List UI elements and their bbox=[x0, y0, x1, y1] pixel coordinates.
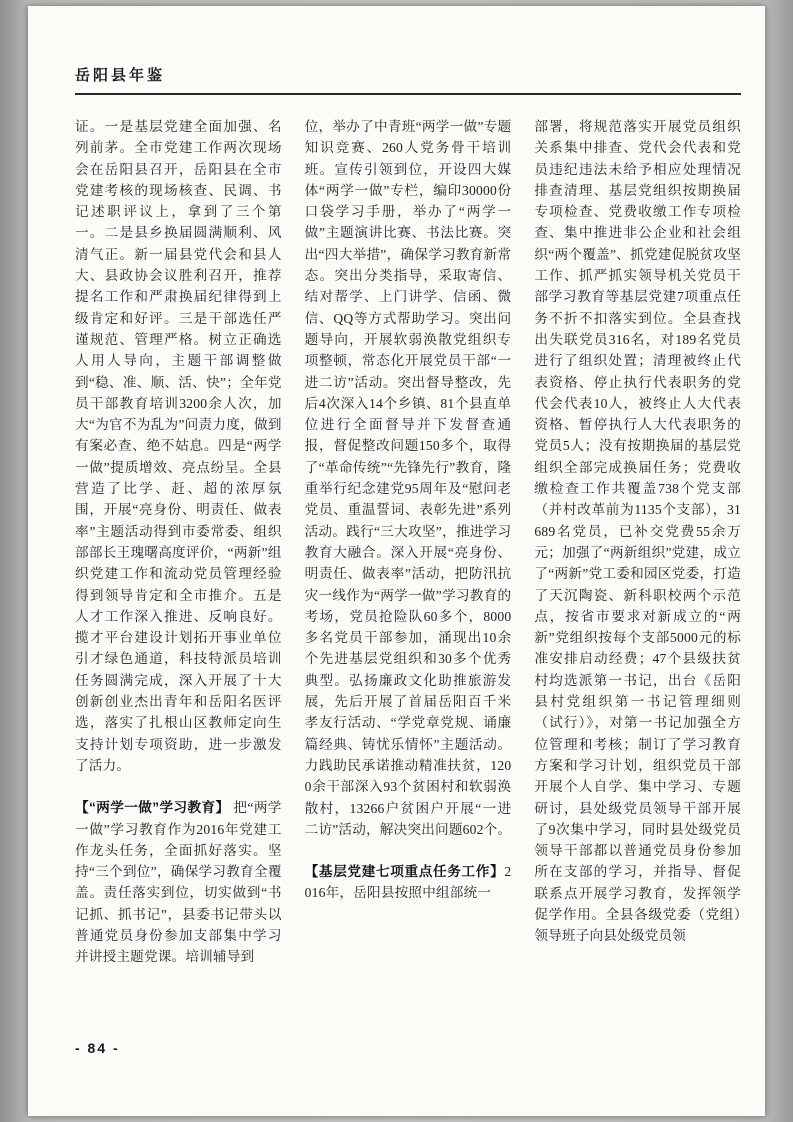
page-header-title: 岳阳县年鉴 bbox=[75, 67, 166, 84]
body-paragraph: 部署，将规范落实开展党员组织关系集中排查、党代会代表和党员违纪违法未给予相应处理情况排查清理、基层党组织按期换届专项检查、党费收缴工作专项检查、集中推进非公企业和社会组织“两个覆盖”、抓党建促脱贫攻坚工作、抓严抓实领导机关党员干部学习教育等基层党建7项重点任务不折不扣落实到位。全县查找出失联党员316名，对189名党员进行了组织处置；清理被终止代表资格、停止执行代表职务的党代会代表10人，被终止人大代表资格、暂停执行人大代表职务的党员5人；没有按期换届的基层党组织全部完成换届任务；党费收缴检查工作共覆盖738个党支部（并村改革前为1135个支部），31689名党员，已补交党费55余万元；加强了“两新组织”党建，成立了“两新”党工委和园区党委，打造了天沉陶瓷、新科职校两个示范点，按省市要求对新成立的“两新”党组织按每个支部5000元的标准安排启动经费；47个县级扶贫村均选派第一书记，出台《岳阳县村党组织第一书记管理细则（试行）》，对第一书记加强全方位管理和考核；制订了学习教育方案和学习计划，组织党员干部开展个人自学、集中学习、专题研讨，县处级党员领导干部开展了9次集中学习，同时县处级党员领导干部都以普通党员身份参加所在支部的学习，并指导、督促联系点开展学习教育，发挥领学促学作用。全县各级党委（党组）领导班子向县处级党员领 bbox=[534, 119, 741, 944]
page-number: - 84 - bbox=[75, 1040, 120, 1056]
entry-text: 把“两学一做”学习教育作为2016年党建工作龙头任务，全面抓好落实。坚持“三个到位”，确保学习教育全覆盖。责任落实到位，切实做到“书记抓、抓书记”，县委书记带头以普通党员身份参加支部集中学习并讲授主题党课。培训辅导到 bbox=[75, 800, 282, 965]
entry-text: 2016年，岳阳县按照中组部统一 bbox=[304, 864, 512, 901]
entry-paragraph bbox=[75, 797, 282, 967]
header-rule bbox=[75, 93, 741, 95]
column-3 bbox=[534, 116, 741, 1038]
text-columns bbox=[75, 116, 741, 1038]
entry-heading: 【基层党建七项重点任务工作】 bbox=[304, 864, 505, 880]
running-header bbox=[75, 64, 741, 95]
body-paragraph: 证。一是基层党建全面加强、名列前茅。全市党建工作两次现场会在岳阳县召开，岳阳县在全市党建考核的现场核查、民调、书记述职评议上，拿到了三个第一。二是县乡换届圆满顺利、风清气正。新一届县党代会和县人大、县政协会议胜利召开，推荐提名工作和严肃换届纪律得到上级肯定和好评。三是干部选任严谨规范、管理严格。树立正确选人用人导向，主题干部调整做到“稳、准、顺、活、快”；全年党员干部教育培训3200余人次，加大“为官不为乱为”问责力度，做到有案必查、绝不姑息。四是“两学一做”提质增效、亮点纷呈。全县营造了比学、赶、超的浓厚氛围，开展“亮身份、明责任、做表率”主题活动得到市委常委、组织部部长王瑰曙高度评价，“两新”组织党建工作和流动党员管理经验得到领导肯定和全市推介。五是人才工作深入推进、反响良好。揽才平台建设计划拓开事业单位引才绿色通道，科技特派员培训任务圆满完成，深入开展了十大创新创业杰出青年和岳阳名医评选，落实了扎根山区教师定向生支持计划专项资助，进一步激发了活力。 bbox=[75, 119, 282, 773]
page-content-area bbox=[75, 6, 741, 1116]
body-paragraph: 位，举办了中青班“两学一做”专题知识竞赛、260人党务骨干培训班。宣传引领到位，开设四大媒体“两学一做”专栏，编印30000份口袋学习手册，举办了“两学一做”主题演讲比赛、书法比赛。突出“四大举措”，确保学习教育新常态。突出分类指导，采取寄信、结对帮学、上门讲学、信函、微信、QQ等方式帮助学习。突出问题导向，开展软弱涣散党组织专项整顿，常态化开展党员干部“一进二访”活动。突出督导整改，先后4次深入14个乡镇、81个县直单位进行全面督导并下发督查通报，督促整改问题150多个，取得了“革命传统”“先锋先行”教育，隆重举行纪念建党95周年及“慰问老党员、重温誓词、表彰先进”系列活动。践行“三大攻坚”，推进学习教育大融合。深入开展“亮身份、明责任、做表率”活动，把防汛抗灾一线作为“两学一做”学习教育的考场，党员抢险队60多个，8000多名党员干部参加，涌现出10余个先进基层党组织和30多个优秀典型。弘扬廉政文化助推旅游发展，先后开展了首届岳阳百千米孝友行活动、“学党章党规、诵廉篇经典、铸忧乐情怀”主题活动。力践助民承诺推动精准扶贫，1200余干部深入93个贫困村和软弱涣散村，13266户贫困户开展“一进二访”活动，解决突出问题602个。 bbox=[304, 119, 512, 837]
column-2 bbox=[305, 116, 512, 1038]
page-sheet bbox=[28, 6, 765, 1116]
entry-paragraph bbox=[305, 861, 512, 904]
column-1 bbox=[75, 116, 282, 1038]
entry-heading: 【“两学一做”学习教育】 bbox=[75, 800, 230, 816]
